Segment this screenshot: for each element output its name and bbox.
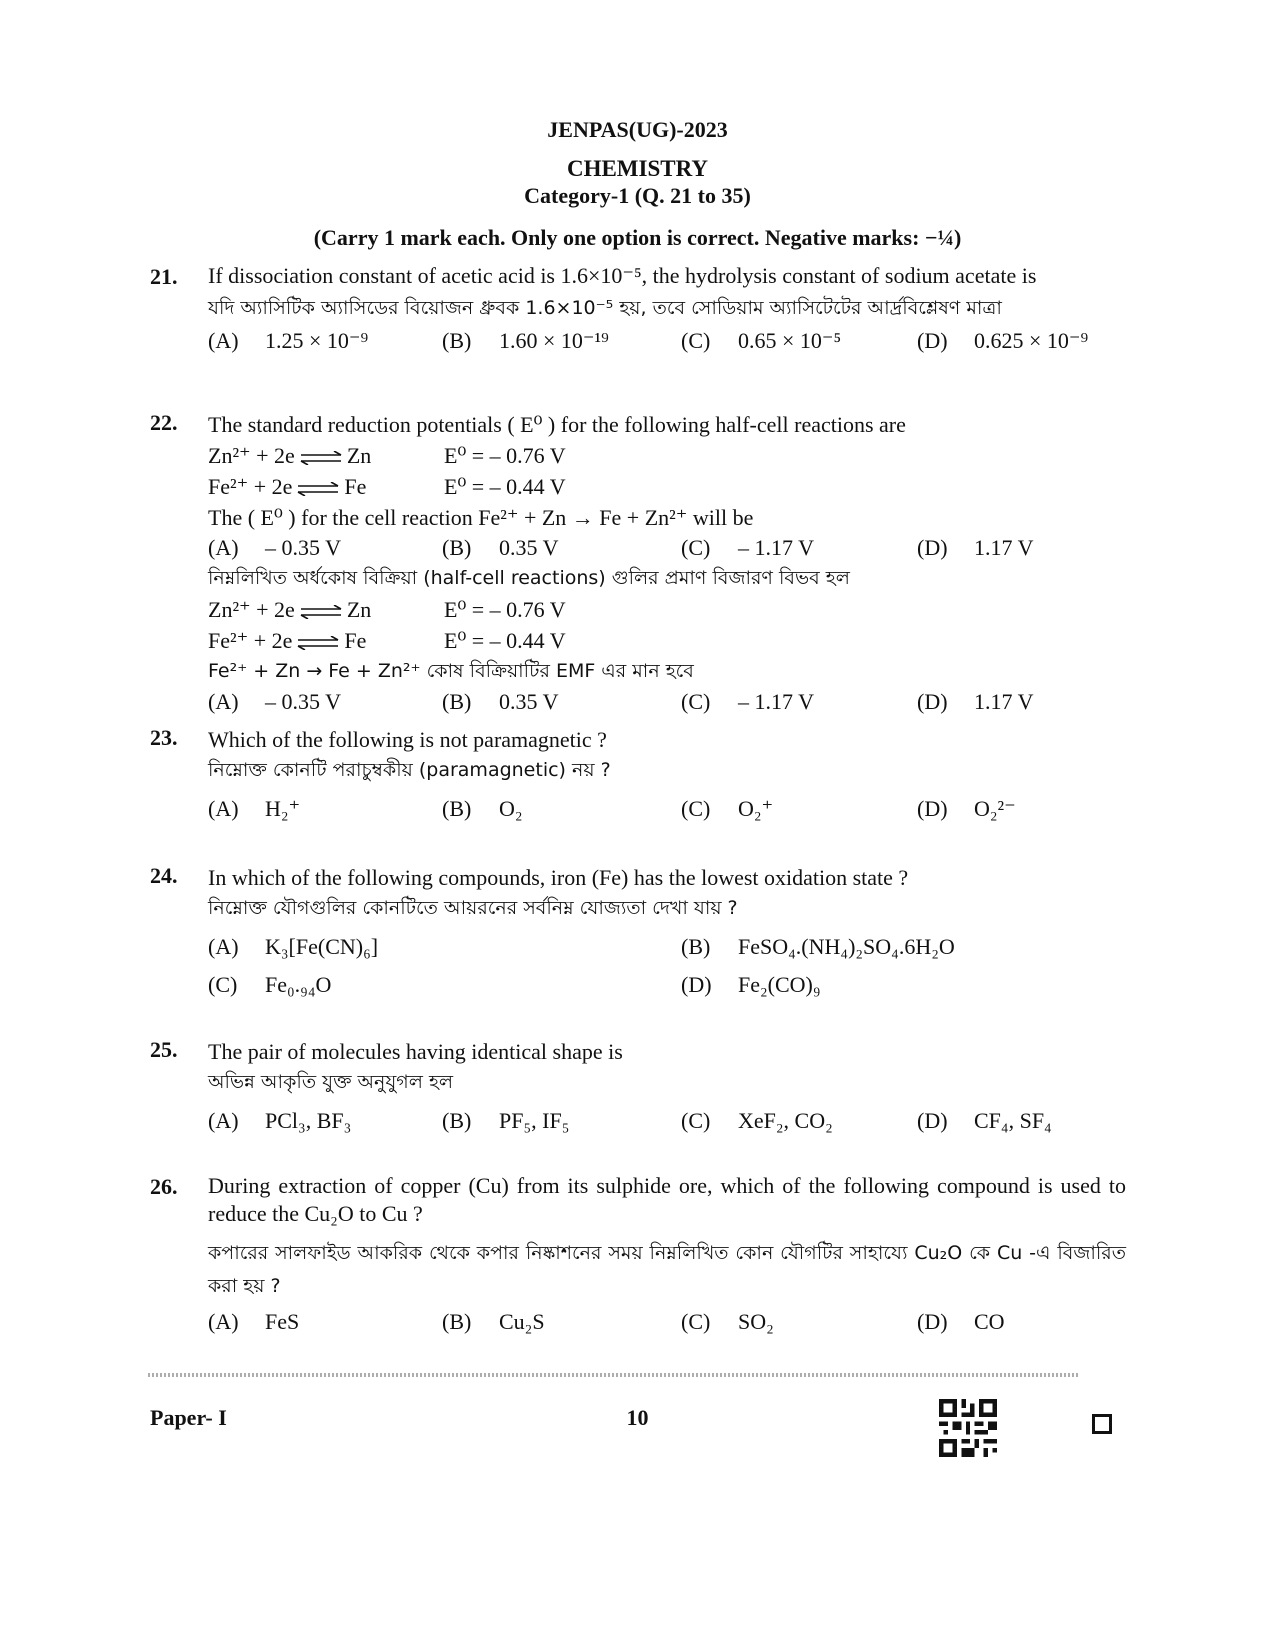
page-corner-square-icon xyxy=(1092,1414,1112,1434)
option-text: O₂ xyxy=(499,796,523,821)
options-row-2 xyxy=(208,968,1126,1002)
option-letter: (A) xyxy=(208,328,239,353)
options-en xyxy=(208,533,1126,563)
option-letter: (C) xyxy=(681,689,711,714)
question-text-bn: নিম্নোক্ত যৌগগুলির কোনটিতে আয়রনের সর্বনিম্ন যোজ্যতা দেখা যায় ? xyxy=(208,897,738,919)
option-text: – 1.17 V xyxy=(738,689,814,714)
question-24 xyxy=(150,862,1126,1002)
option-b[interactable] xyxy=(442,1104,569,1138)
half-reaction-zn xyxy=(208,440,1126,471)
question-number: 21. xyxy=(150,264,178,289)
question-number: 23. xyxy=(150,725,178,750)
potential: E⁰ = – 0.76 V xyxy=(444,597,566,622)
half-reaction-fe-bn xyxy=(208,625,1126,656)
equilibrium-arrow-icon xyxy=(299,605,343,619)
options xyxy=(208,792,1126,826)
reaction-right: Zn xyxy=(346,443,372,468)
half-reaction-fe xyxy=(208,471,1126,502)
option-letter: (C) xyxy=(681,328,711,353)
option-letter: (B) xyxy=(442,1108,472,1133)
option-text: FeSO₄.(NH₄)₂SO₄.6H₂O xyxy=(738,934,955,959)
option-text: PF₅, IF₅ xyxy=(499,1108,570,1133)
question-number: 22. xyxy=(150,410,178,435)
reaction-left: Fe²⁺ + 2e xyxy=(208,474,293,499)
reaction-right: Fe xyxy=(344,474,367,499)
option-letter: (B) xyxy=(442,328,472,353)
option-text: XeF₂, CO₂ xyxy=(738,1108,833,1133)
option-a[interactable] xyxy=(208,687,341,717)
option-c[interactable] xyxy=(681,324,841,358)
question-22 xyxy=(150,409,1126,717)
options-row-1 xyxy=(208,930,1126,964)
option-a[interactable] xyxy=(208,533,341,563)
equilibrium-arrow-icon xyxy=(296,482,340,496)
option-c[interactable] xyxy=(681,687,814,717)
option-a[interactable] xyxy=(208,324,368,358)
question-number: 25. xyxy=(150,1037,178,1062)
option-c[interactable] xyxy=(208,968,331,1002)
reaction-left: Zn²⁺ + 2e xyxy=(208,443,295,468)
option-letter: (D) xyxy=(917,689,948,714)
option-text: 0.35 V xyxy=(499,689,559,714)
question-text-en: The pair of molecules having identical shape is xyxy=(208,1039,623,1064)
question-text-bn: কপারের সালফাইড আকরিক থেকে কপার নিষ্কাশনের সময় নিম্নলিখিত কোন যৌগটির সাহায্যে Cu₂O কে Cu -এ বিজারিত করা হয় ? xyxy=(208,1242,1126,1297)
question-number: 24. xyxy=(150,863,178,888)
question-text-bn: অভিন্ন আকৃতি যুক্ত অনুযুগল হল xyxy=(208,1071,454,1093)
option-d[interactable] xyxy=(917,533,1034,563)
option-text: 1.60 × 10⁻¹⁹ xyxy=(499,328,609,353)
question-25 xyxy=(150,1036,1126,1138)
option-text: CO xyxy=(974,1309,1005,1334)
option-text: CF₄, SF₄ xyxy=(974,1108,1052,1133)
option-a[interactable] xyxy=(208,1104,351,1138)
option-d[interactable] xyxy=(681,968,821,1002)
option-letter: (B) xyxy=(442,535,472,560)
option-d[interactable] xyxy=(917,1305,1005,1339)
option-letter: (A) xyxy=(208,1108,239,1133)
option-text: – 0.35 V xyxy=(265,535,341,560)
option-letter: (A) xyxy=(208,796,239,821)
option-letter: (C) xyxy=(681,1108,711,1133)
option-b[interactable] xyxy=(442,687,559,717)
option-letter: (A) xyxy=(208,689,239,714)
exam-title: JENPAS(UG)-2023 xyxy=(547,117,728,142)
question-text-bn: যদি অ্যাসিটিক অ্যাসিডের বিয়োজন ধ্রুবক 1.6×10⁻⁵ হয়, তবে সোডিয়াম অ্যাসিটেটের আর্দ্রবিশ্লেষণ মাত্রা xyxy=(208,297,1002,319)
question-text-en: The standard reduction potentials ( E⁰ ) for the following half-cell reactions are xyxy=(208,412,906,437)
paper-label: Paper- I xyxy=(150,1405,227,1430)
option-text: K₃[Fe(CN)₆] xyxy=(265,934,379,959)
option-text: 1.17 V xyxy=(974,689,1034,714)
option-text: H₂⁺ xyxy=(265,796,301,821)
option-letter: (B) xyxy=(442,796,472,821)
option-letter: (D) xyxy=(917,535,948,560)
question-21 xyxy=(150,262,1126,358)
potential: E⁰ = – 0.76 V xyxy=(444,443,566,468)
reaction-left: Zn²⁺ + 2e xyxy=(208,597,295,622)
question-text-en: Which of the following is not paramagnetic ? xyxy=(208,727,607,752)
option-letter: (C) xyxy=(681,796,711,821)
option-text: 0.35 V xyxy=(499,535,559,560)
option-a[interactable] xyxy=(208,930,378,964)
question-text-en-2: The ( E⁰ ) for the cell reaction Fe²⁺ + Zn → Fe + Zn²⁺ will be xyxy=(208,505,754,530)
option-b[interactable] xyxy=(442,533,559,563)
option-text: SO₂ xyxy=(738,1309,774,1334)
question-text-bn: নিম্নলিখিত অর্ধকোষ বিক্রিয়া (half-cell reactions) গুলির প্রমাণ বিজারণ বিভব হল xyxy=(208,567,850,589)
page-number: 10 xyxy=(626,1405,649,1430)
option-text: Fe₀.₉₄O xyxy=(265,972,332,997)
option-text: 0.65 × 10⁻⁵ xyxy=(738,328,842,353)
options xyxy=(208,1104,1126,1138)
option-letter: (D) xyxy=(917,796,948,821)
question-text-en: During extraction of copper (Cu) from its sulphide ore, which of the following compound is used to reduce the Cu₂O to Cu ? xyxy=(208,1173,1126,1226)
option-text: – 0.35 V xyxy=(265,689,341,714)
option-b[interactable] xyxy=(442,792,523,826)
option-b[interactable] xyxy=(681,930,955,964)
option-text: Cu₂S xyxy=(499,1309,545,1334)
reaction-left: Fe²⁺ + 2e xyxy=(208,628,293,653)
option-c[interactable] xyxy=(681,533,814,563)
option-letter: (B) xyxy=(442,689,472,714)
option-text: O₂⁺ xyxy=(738,796,774,821)
option-text: FeS xyxy=(265,1309,300,1334)
option-text: Fe₂(CO)₉ xyxy=(738,972,821,997)
qr-code-icon xyxy=(939,1399,997,1457)
reaction-right: Fe xyxy=(344,628,367,653)
option-letter: (D) xyxy=(917,328,948,353)
option-letter: (D) xyxy=(917,1309,948,1334)
option-letter: (B) xyxy=(681,934,711,959)
option-a[interactable] xyxy=(208,792,300,826)
options xyxy=(208,1305,1126,1339)
question-26 xyxy=(150,1172,1126,1339)
question-text-en: If dissociation constant of acetic acid is 1.6×10⁻⁵, the hydrolysis constant of sodium acetate is xyxy=(208,263,1037,288)
potential: E⁰ = – 0.44 V xyxy=(444,474,566,499)
option-text: 1.17 V xyxy=(974,535,1034,560)
option-text: 1.25 × 10⁻⁹ xyxy=(265,328,369,353)
option-letter: (C) xyxy=(681,535,711,560)
reaction-right: Zn xyxy=(346,597,372,622)
option-d[interactable] xyxy=(917,687,1034,717)
option-b[interactable] xyxy=(442,1305,545,1339)
question-text-bn: নিম্নোক্ত কোনটি পরাচুম্বকীয় (paramagnetic) নয় ? xyxy=(208,759,611,781)
potential: E⁰ = – 0.44 V xyxy=(444,628,566,653)
option-letter: (A) xyxy=(208,934,239,959)
confidential-microtext-strip xyxy=(148,1373,1078,1377)
option-c[interactable] xyxy=(681,1104,833,1138)
options xyxy=(208,324,1126,358)
option-letter: (D) xyxy=(917,1108,948,1133)
option-text: 0.625 × 10⁻⁹ xyxy=(974,328,1089,353)
category-title: Category-1 (Q. 21 to 35) xyxy=(524,183,751,208)
option-d[interactable] xyxy=(917,1104,1052,1138)
option-d[interactable] xyxy=(917,324,1088,358)
subject-title: CHEMISTRY xyxy=(566,156,709,181)
question-text-bn-2: Fe²⁺ + Zn → Fe + Zn²⁺ কোষ বিক্রিয়াটির EMF এর মান হবে xyxy=(208,660,694,682)
option-letter: (B) xyxy=(442,1309,472,1334)
equilibrium-arrow-icon xyxy=(299,451,343,465)
option-letter: (A) xyxy=(208,1309,239,1334)
half-reaction-zn-bn xyxy=(208,594,1126,625)
option-c[interactable] xyxy=(681,792,773,826)
option-c[interactable] xyxy=(681,1305,774,1339)
marking-instructions: (Carry 1 mark each. Only one option is correct. Negative marks: −¼) xyxy=(313,225,962,250)
option-text: O₂²⁻ xyxy=(974,796,1016,821)
question-text-en: In which of the following compounds, iron (Fe) has the lowest oxidation state ? xyxy=(208,865,909,890)
question-number: 26. xyxy=(150,1174,178,1199)
option-a[interactable] xyxy=(208,1305,299,1339)
option-d[interactable] xyxy=(917,792,1016,826)
equilibrium-arrow-icon xyxy=(296,636,340,650)
option-letter: (C) xyxy=(681,1309,711,1334)
option-b[interactable] xyxy=(442,324,609,358)
question-23 xyxy=(150,724,1126,826)
option-letter: (A) xyxy=(208,535,239,560)
options-bn xyxy=(208,687,1126,717)
option-letter: (D) xyxy=(681,972,712,997)
option-letter: (C) xyxy=(208,972,238,997)
option-text: PCl₃, BF₃ xyxy=(265,1108,352,1133)
option-text: – 1.17 V xyxy=(738,535,814,560)
